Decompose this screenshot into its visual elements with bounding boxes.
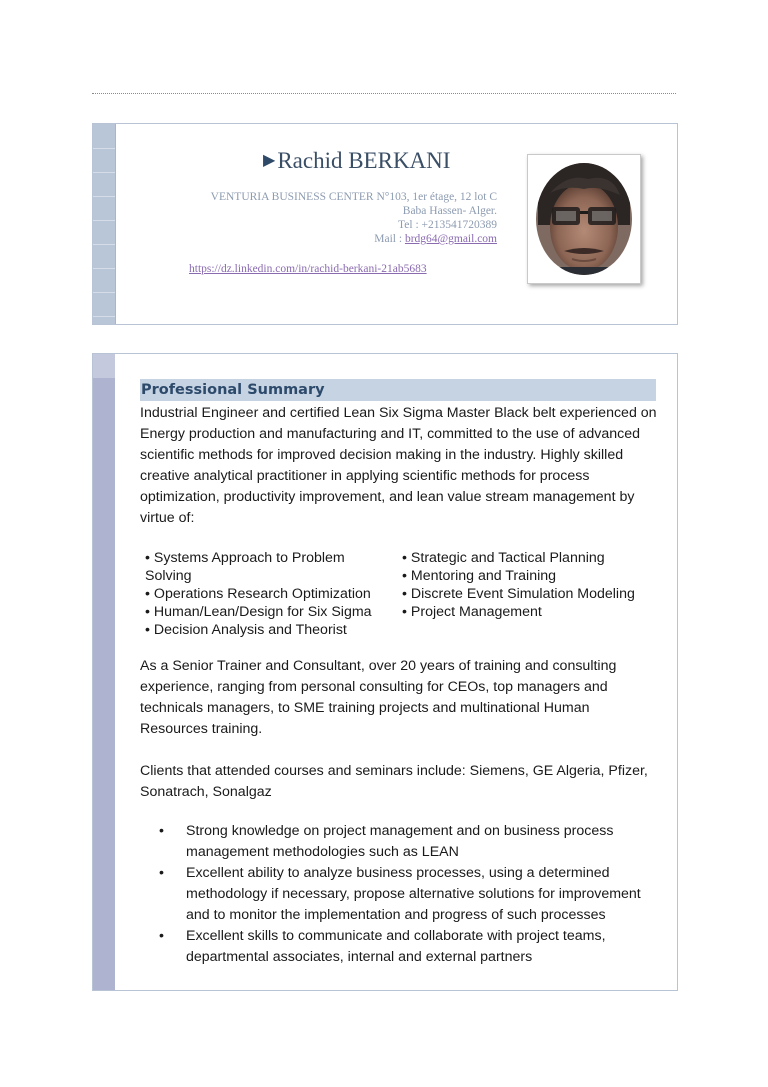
email-link[interactable]: brdg64@gmail.com: [404, 233, 497, 245]
skill-item: • Strategic and Tactical Planning: [402, 550, 605, 566]
contact-header: [92, 123, 678, 325]
bullet-icon: •: [159, 928, 164, 944]
skills-left-column: [145, 549, 372, 639]
triangle-bullet-icon: ▶: [263, 152, 276, 169]
section-heading: Professional Summary: [140, 379, 656, 401]
candidate-name: [263, 148, 450, 174]
list-item: [151, 926, 661, 968]
list-item-text: Strong knowledge on project management and on business process management methodologies such as LEAN: [186, 823, 614, 860]
email-row: [211, 232, 497, 246]
skill-item: • Systems Approach to Problem: [145, 550, 345, 566]
linkedin-link[interactable]: https://dz.linkedin.com/in/rachid-berkani-21ab5683: [189, 263, 427, 275]
address-line-2: Baba Hassen- Alger.: [402, 205, 497, 217]
skill-item: Solving: [145, 568, 192, 584]
intro-paragraph: Industrial Engineer and certified Lean Six Sigma Master Black belt experienced on Energy production and manufacturing and IT, committed to the use of advanced scientific methods for improved decision making in the industry. Highly skilled creative analytical practitioner in applying scientific methods for process optimization, productivity improvement, and lean value stream management by virtue of:: [140, 405, 657, 526]
skills-right-column: [402, 549, 635, 621]
header-side-strip: [93, 124, 116, 324]
profile-photo: [527, 154, 641, 284]
skill-item: • Decision Analysis and Theorist: [145, 622, 347, 638]
email-label: Mail :: [374, 233, 405, 245]
skill-item: • Mentoring and Training: [402, 568, 557, 584]
name-text: Rachid BERKANI: [277, 148, 451, 173]
list-item-text: Excellent ability to analyze business processes, using a determined methodology if necessary, propose alternative solutions for improvement and to monitor the implementation and progress of such processes: [186, 865, 641, 923]
address-block: [211, 190, 497, 246]
trainer-paragraph: As a Senior Trainer and Consultant, over 20 years of training and consulting experience, ranging from personal consulting for CEOs, top managers and technicals managers, to SME training projects and multinational Human Resources training.: [140, 658, 617, 737]
skill-item: • Project Management: [402, 604, 542, 620]
skill-item: • Discrete Event Simulation Modeling: [402, 586, 635, 602]
bullet-icon: •: [159, 823, 164, 839]
portrait-image: [528, 155, 640, 283]
clients-paragraph: Clients that attended courses and seminars include: Siemens, GE Algeria, Pfizer, Sonatrach, Sonalgaz: [140, 763, 648, 800]
skill-item: • Operations Research Optimization: [145, 586, 371, 602]
strengths-list: [151, 821, 661, 968]
summary-section: [92, 353, 678, 991]
list-item: [151, 863, 661, 926]
top-divider: [92, 93, 676, 94]
address-line-1: VENTURIA BUSINESS CENTER N°103, 1er étage, 12 lot C: [210, 191, 497, 203]
list-item: [151, 821, 661, 863]
phone: Tel : +213541720389: [398, 219, 497, 231]
list-item-text: Excellent skills to communicate and collaborate with project teams, departmental associates, internal and external partners: [186, 928, 606, 965]
bullet-icon: •: [159, 865, 164, 881]
summary-side-strip: [93, 354, 115, 990]
skill-item: • Human/Lean/Design for Six Sigma: [145, 604, 372, 620]
